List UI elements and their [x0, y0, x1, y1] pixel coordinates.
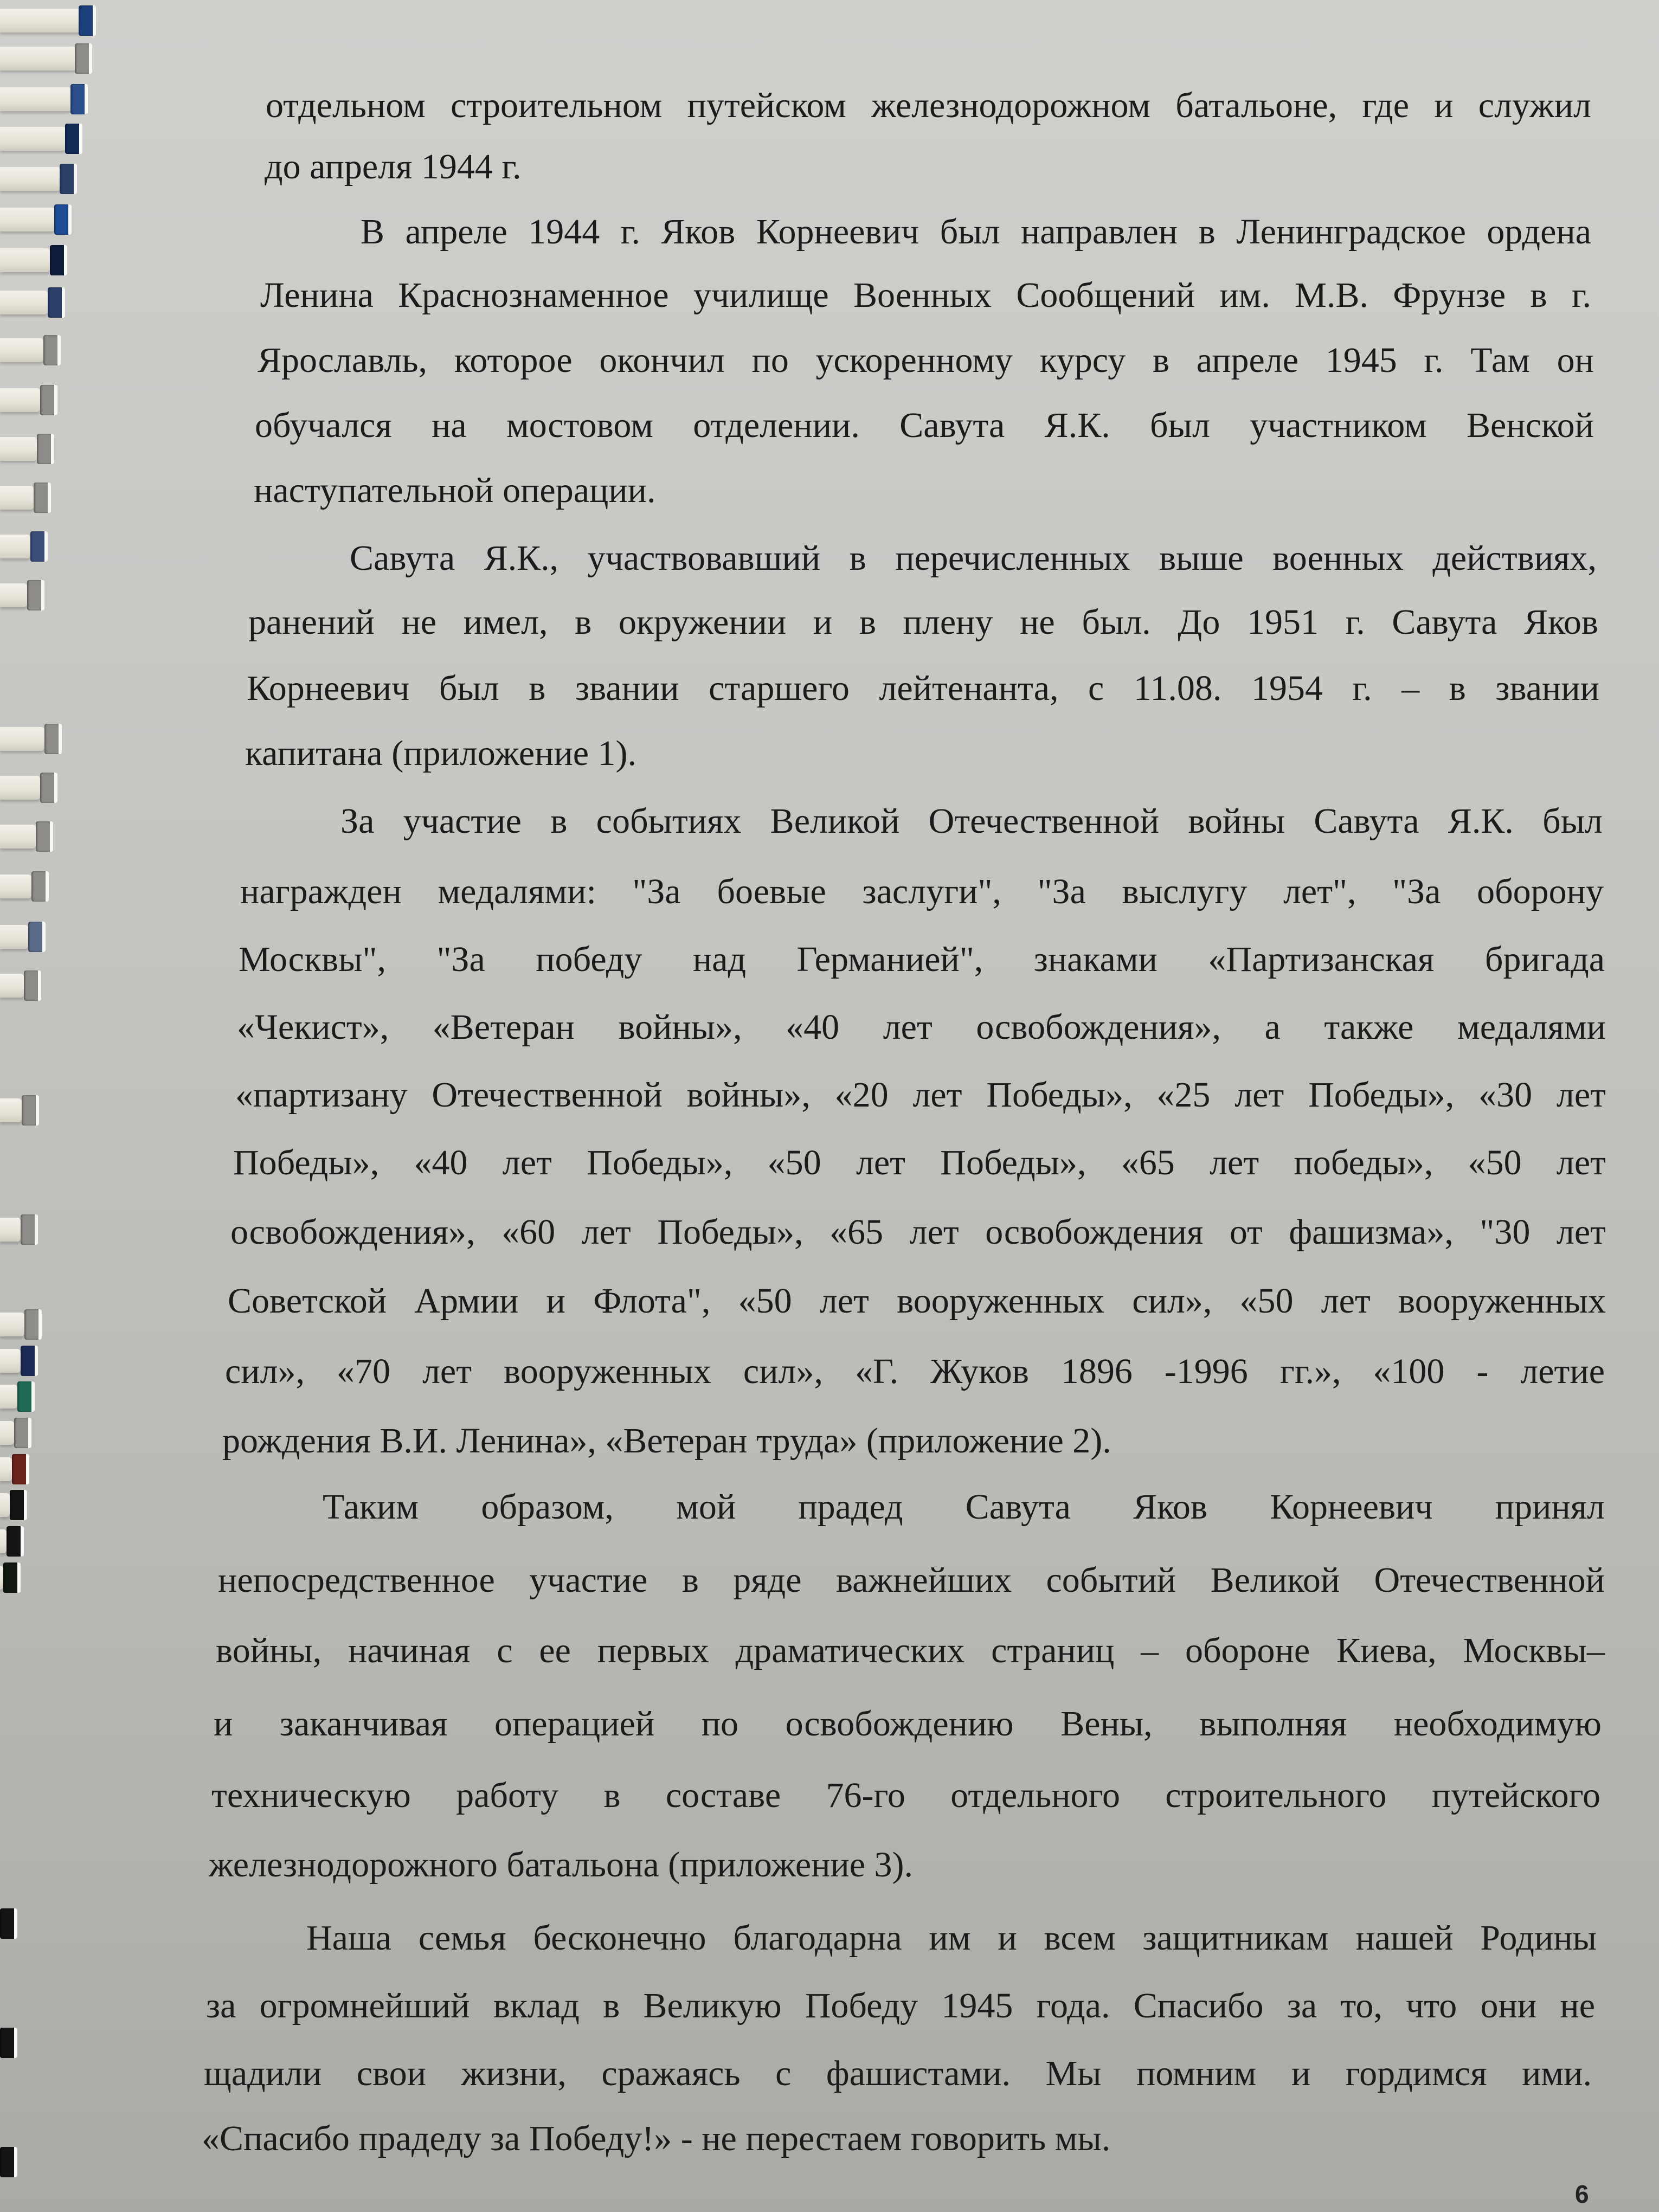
- text-line: В апреле 1944 г. Яков Корнеевич был направлен в Ленинградское ордена: [361, 212, 1591, 252]
- text-line: ранений не имел, в окружении и в плену не был. До 1951 г. Савута Яков: [248, 602, 1598, 642]
- text-line: награжден медалями: "За боевые заслуги", "За выслугу лет", "За оборону: [240, 872, 1604, 911]
- text-line: Корнеевич был в звании старшего лейтенанта, с 11.08. 1954 г. – в звании: [247, 668, 1599, 708]
- text-line: железнодорожного батальона (приложение 3).: [209, 1845, 914, 1885]
- text-line: щадили свои жизни, сражаясь с фашистами. Мы помним и гордимся ими.: [204, 2054, 1592, 2093]
- text-line: Савута Я.К., участвовавший в перечисленных выше военных действиях,: [350, 538, 1597, 578]
- text-line: непосредственное участие в ряде важнейших событий Великой Отечественной: [218, 1560, 1605, 1600]
- text-line: техническую работу в составе 76-го отдельного строительного путейского: [211, 1776, 1600, 1815]
- text-line: обучался на мостовом отделении. Савута Я.К. был участником Венской: [255, 406, 1594, 445]
- text-line: отдельном строительном путейском железнодорожном батальоне, где и служил: [266, 86, 1591, 125]
- text-line: Наша семья бесконечно благодарна им и всем защитникам нашей Родины: [306, 1918, 1597, 1958]
- text-line: Москвы", "За победу над Германией", знаками «Партизанская бригада: [239, 940, 1605, 979]
- text-line: наступательной операции.: [254, 471, 656, 510]
- text-line: Ярославль, которое окончил по ускоренному курсу в апреле 1945 г. Там он: [258, 340, 1594, 380]
- page-number: 6: [1575, 2180, 1589, 2208]
- text-line: капитана (приложение 1).: [245, 734, 637, 773]
- text-line: Таким образом, мой прадед Савута Яков Корнеевич принял: [323, 1487, 1605, 1527]
- text-line: «Спасибо прадеду за Победу!» - не перестаем говорить мы.: [202, 2119, 1111, 2158]
- text-line: до апреля 1944 г.: [265, 147, 522, 187]
- text-line: и заканчивая операцией по освобождению Вены, выполняя необходимую: [214, 1704, 1602, 1744]
- text-line: освобождения», «60 лет Победы», «65 лет освобождения от фашизма», "30 лет: [230, 1212, 1606, 1252]
- text-line: Ленина Краснознаменное училище Военных Сообщений им. М.В. Фрунзе в г.: [260, 275, 1591, 315]
- text-line: «партизану Отечественной войны», «20 лет Победы», «25 лет Победы», «30 лет: [235, 1075, 1606, 1115]
- text-line: войны, начиная с ее первых драматических страниц – обороне Киева, Москвы–: [216, 1631, 1605, 1670]
- text-line: рождения В.И. Ленина», «Ветеран труда» (приложение 2).: [222, 1421, 1111, 1461]
- text-line: За участие в событиях Великой Отечественной войны Савута Я.К. был: [340, 801, 1603, 841]
- text-line: сил», «70 лет вооруженных сил», «Г. Жуков 1896 -1996 гг.», «100 - летие: [225, 1352, 1605, 1391]
- text-line: Советской Армии и Флота", «50 лет вооруженных сил», «50 лет вооруженных: [228, 1281, 1606, 1321]
- text-line: Победы», «40 лет Победы», «50 лет Победы», «65 лет победы», «50 лет: [233, 1143, 1606, 1182]
- text-line: «Чекист», «Ветеран войны», «40 лет освобождения», а также медалями: [237, 1007, 1606, 1047]
- text-line: за огромнейший вклад в Великую Победу 1945 года. Спасибо за то, что они не: [206, 1986, 1595, 2025]
